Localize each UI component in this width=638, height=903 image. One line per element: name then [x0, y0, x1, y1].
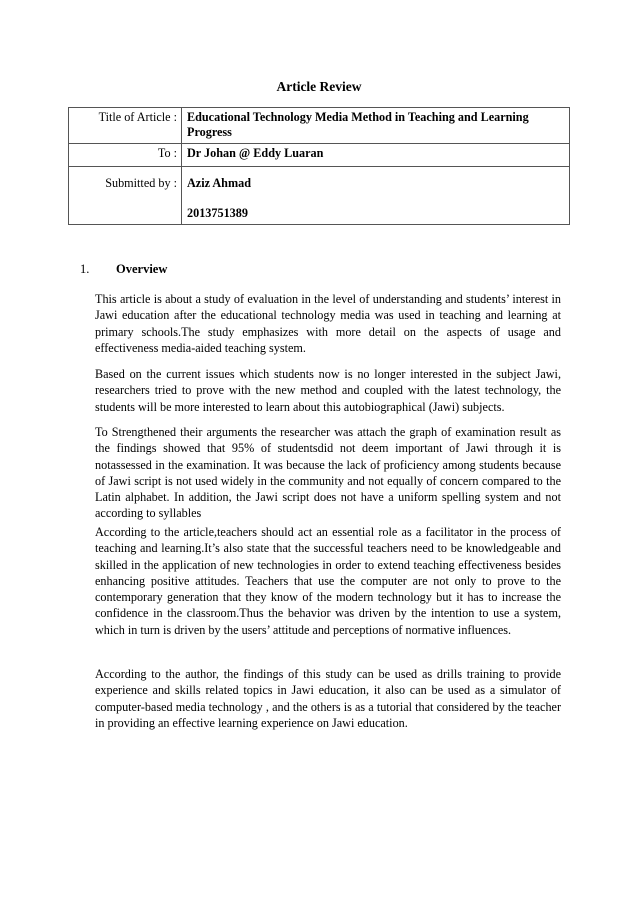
document-title: Article Review: [276, 79, 362, 94]
submitted-key: [69, 167, 182, 225]
title-value: [182, 108, 570, 144]
title-value-line2: Progress: [187, 125, 232, 139]
to-key: To :: [69, 144, 182, 167]
submitted-name: Aziz Ahmad: [187, 176, 251, 190]
paragraph: Based on the current issues which students now is no longer interested in the subject Jawi, researchers tried to prove with the new method and coupled with the latest technology, the students will be more interested to learn about this autobiographical (Jawi) subjects.: [95, 367, 561, 414]
submitted-id: 2013751389: [187, 206, 248, 220]
section-title: Overview: [116, 262, 168, 276]
submitted-value: [182, 167, 570, 225]
to-row: [69, 144, 570, 167]
article-info-table: [68, 107, 570, 225]
title-key: Title of Article :: [69, 108, 182, 144]
section-number: 1.: [80, 262, 90, 276]
paragraph: To Strengthened their arguments the researcher was attach the graph of examination result as the findings showed that 95% of studentsdid not deem important of Jawi through it is notassessed in the examination. It was because the lack of proficiency among students because of Jawi script is not used widely in the community and not equally of concern compared to the Latin alphabet. In addition, the Jawi script does not have a uniform spelling system and not according to syllables: [95, 425, 561, 521]
to-value: Dr Johan @ Eddy Luaran: [182, 144, 570, 167]
paragraph: This article is about a study of evaluation in the level of understanding and students’ interest in Jawi education after the educational technology media was used in teaching and learning at primary schools.The study emphasizes with more detail on the aspects of usage and effectiveness media-aided teaching system.: [95, 292, 561, 355]
paragraph: According to the author, the findings of this study can be used as drills training to provide experience and skills related topics in Jawi education, it also can be used as a simulator of computer-based media technology , and the others is as a tutorial that considered by the teacher in providing an effective learning experience on Jawi education.: [95, 667, 561, 730]
title-row: [69, 108, 570, 144]
paragraph: According to the article,teachers should act an essential role as a facilitator in the process of teaching and learning.It’s also state that the successful teachers need to be knowledgeable and skilled in the application of new technologies in order to extend teaching effectiveness besides enhancing positive attitudes. Teachers that use the computer are not only to prove to the contemporary generation that they know of the modern technology but it has to increase the confidence in the classroom.Thus the behavior was driven by the intention to use a system, which in turn is driven by the users’ attitude and perceptions of normative influences.: [95, 525, 561, 637]
title-value-line1: Educational Technology Media Method in Teaching and Learning: [187, 110, 529, 124]
submitted-key-label: Submitted by :: [105, 176, 177, 190]
submitted-row: [69, 167, 570, 225]
